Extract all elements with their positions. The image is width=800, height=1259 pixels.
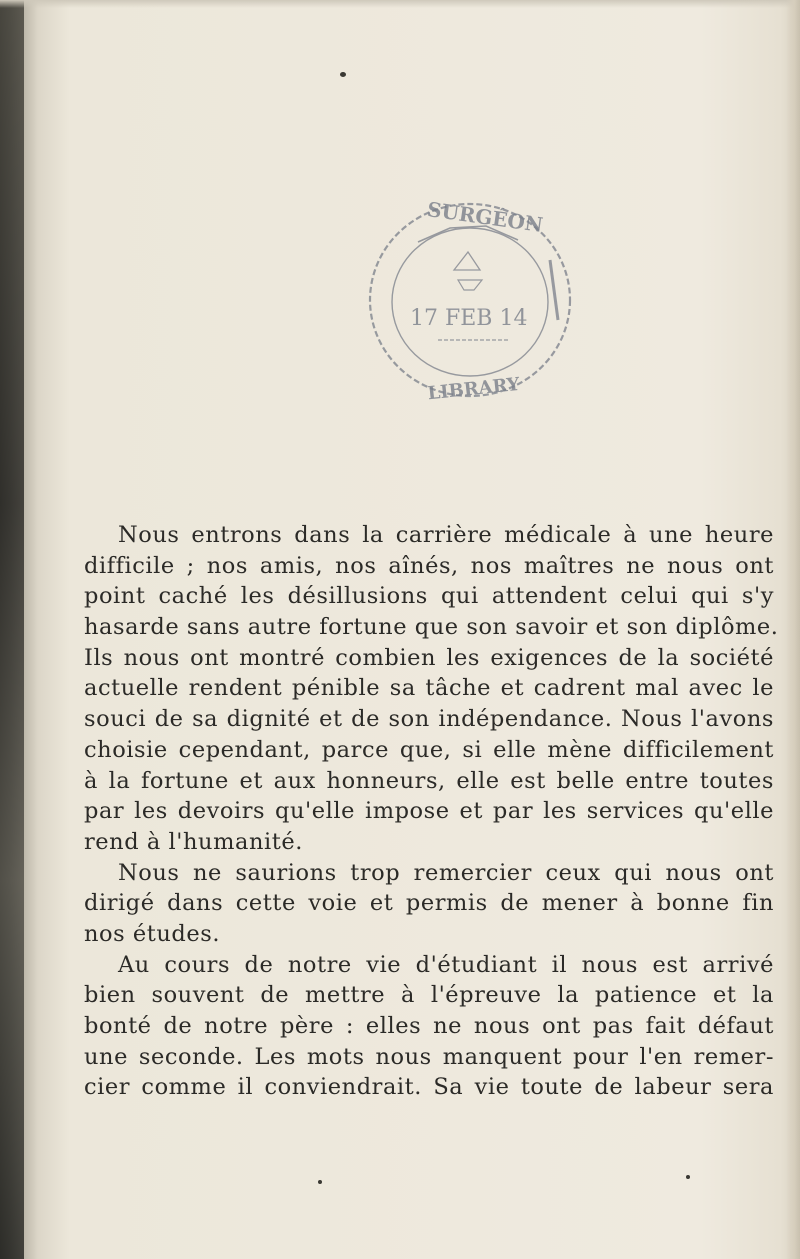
text-line: actuelle rendent pénible sa tâche et cadrent mal avec le	[84, 675, 774, 702]
ink-speck	[318, 1180, 322, 1184]
text-line: Au cours de notre vie d'étudiant il nous est arrivé	[118, 951, 774, 978]
ink-speck	[340, 72, 346, 77]
text-line: choisie cependant, parce que, si elle mène difficilement	[84, 736, 774, 763]
stamp-top-text: SURGÉON	[425, 197, 545, 238]
ink-speck	[686, 1175, 690, 1179]
text-line: dirigé dans cette voie et permis de mener à bonne fin	[84, 890, 774, 917]
page-right-edge	[786, 0, 800, 1259]
library-stamp-icon	[358, 190, 588, 420]
text-line: cier comme il conviendrait. Sa vie toute de labeur sera	[84, 1074, 774, 1101]
text-line: souci de sa dignité et de son indépendance. Nous l'avons	[84, 706, 774, 733]
text-line: Ils nous ont montré combien les exigences de la société	[84, 644, 774, 671]
library-stamp	[358, 190, 588, 420]
text-line: bonté de notre père : elles ne nous ont pas fait défaut	[84, 1013, 774, 1039]
text-line: une seconde. Les mots nous manquent pour l'en remer-	[84, 1043, 774, 1070]
body-text	[84, 520, 779, 1103]
binding-gutter-shadow	[0, 0, 24, 1259]
text-line: Nous ne saurions trop remercier ceux qui nous ont	[118, 859, 774, 886]
stamp-bottom-text: LIBRARY	[426, 373, 521, 405]
text-line: à la fortune et aux honneurs, elle est belle entre toutes	[84, 767, 774, 794]
text-line: difficile ; nos amis, nos aînés, nos maîtres ne nous ont	[84, 552, 774, 579]
text-line: Nous entrons dans la carrière médicale à une heure	[118, 522, 774, 548]
text-line: par les devoirs qu'elle impose et par les services qu'elle	[84, 798, 774, 825]
page-top-edge	[0, 0, 800, 8]
text-line: hasarde sans autre fortune que son savoir et son diplôme.	[84, 614, 779, 641]
stamp-inner-text: 17 FEB 14	[410, 306, 528, 331]
text-line: rend à l'humanité.	[84, 828, 303, 855]
text-line: point caché les désillusions qui attendent celui qui s'y	[84, 583, 774, 610]
text-line: bien souvent de mettre à l'épreuve la patience et la	[84, 982, 774, 1009]
text-line: nos études.	[84, 920, 221, 947]
